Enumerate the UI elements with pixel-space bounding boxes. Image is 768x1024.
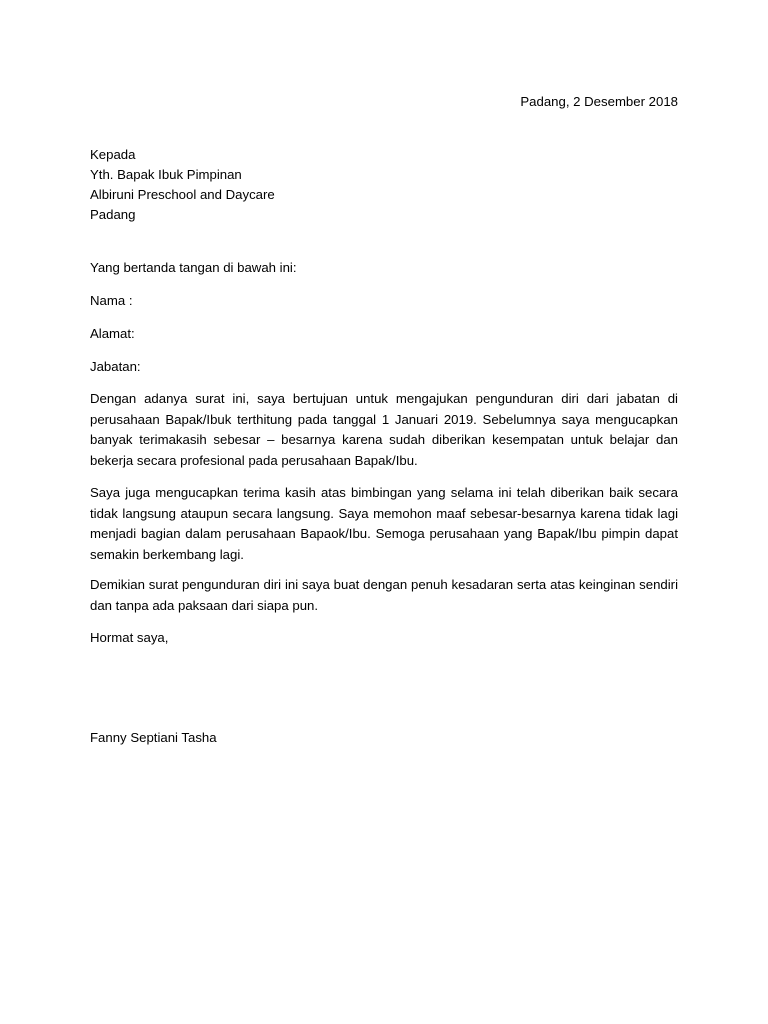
paragraph-thanks: Saya juga mengucapkan terima kasih atas bimbingan yang selama ini telah diberikan baik secara tidak langsung ataupun secara langsung. Saya memohon maaf sebesar-besarnya karena tidak lagi menjadi bagian dalam perusahaan Bapaok/Ibu. Semoga perusahaan yang Bapak/Ibu pimpin dapat semakin berkembang lagi. xyxy=(90,485,678,562)
recipient-kepada: Kepada xyxy=(90,147,136,162)
field-alamat: Alamat: xyxy=(90,326,135,341)
signature-space xyxy=(90,652,340,724)
recipient-institution: Albiruni Preschool and Daycare xyxy=(90,187,275,202)
paragraph-resignation: Dengan adanya surat ini, saya bertujuan untuk mengajukan pengunduran diri dari jabatan di perusahaan Bapak/Ibuk terthitung pada tanggal 1 Januari 2019. Sebelumnya saya mengucapkan banyak terimakasih sebesar – besarnya karena sudah diberikan kesempatan untuk belajar dan bekerja secara profesional pada perusahaan Bapak/Ibu. xyxy=(90,391,678,468)
closing-salutation: Hormat saya, xyxy=(90,630,169,645)
recipient-city: Padang xyxy=(90,207,136,222)
recipient-title: Yth. Bapak Ibuk Pimpinan xyxy=(90,167,242,182)
signer-name: Fanny Septiani Tasha xyxy=(90,730,217,745)
letter-date: Padang, 2 Desember 2018 xyxy=(520,94,678,109)
field-nama: Nama : xyxy=(90,293,133,308)
paragraph-closing-statement: Demikian surat pengunduran diri ini saya buat dengan penuh kesadaran serta atas keinginan sendiri dan tanpa ada paksaan dari siapa pun. xyxy=(90,577,678,613)
letter-intro: Yang bertanda tangan di bawah ini: xyxy=(90,260,297,275)
field-jabatan: Jabatan: xyxy=(90,359,141,374)
